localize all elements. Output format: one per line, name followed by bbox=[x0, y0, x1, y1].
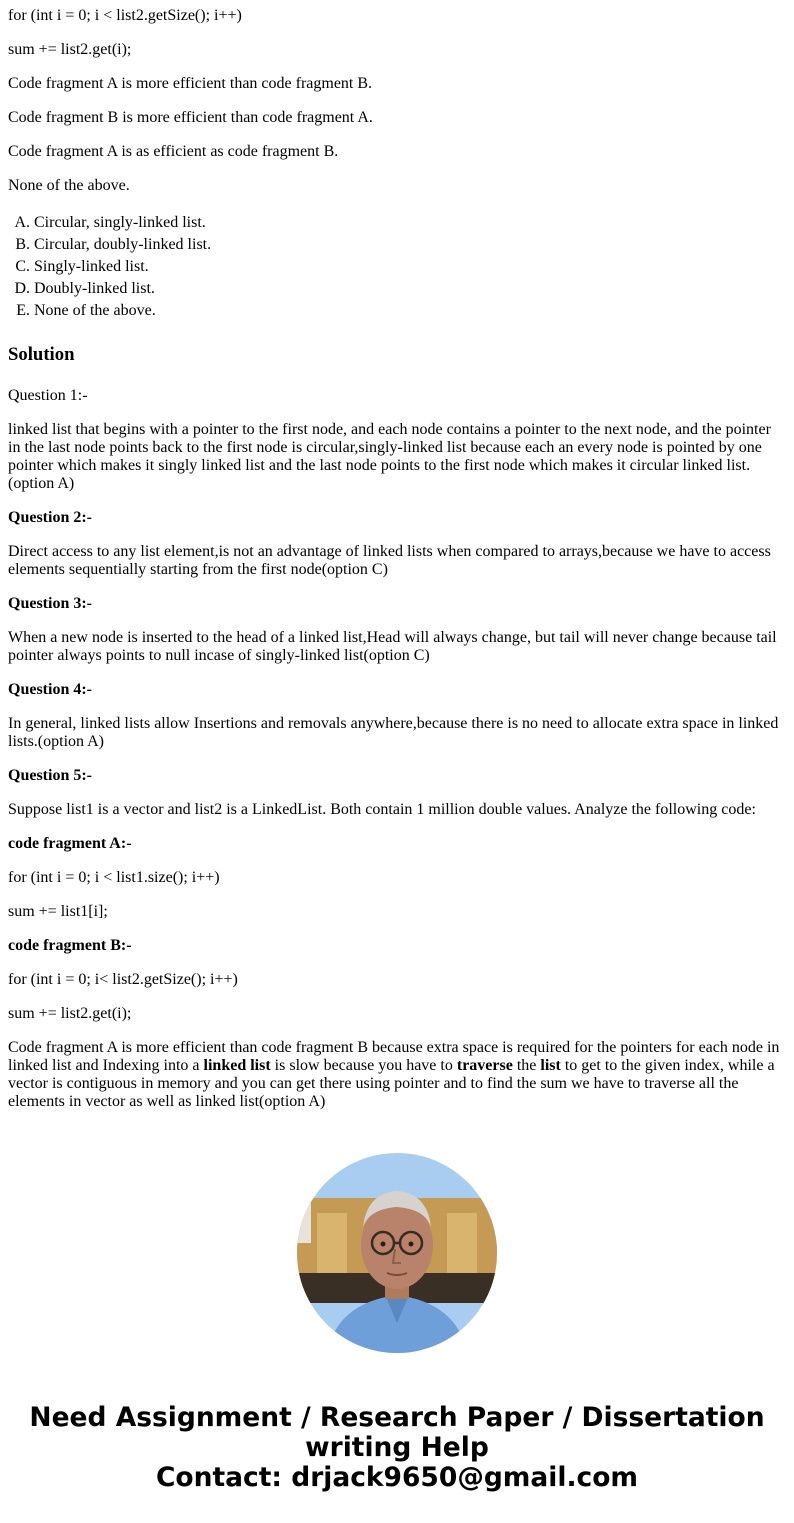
code-line: sum += list2.get(i); bbox=[8, 41, 132, 58]
question-label: Question 5:- bbox=[8, 767, 92, 784]
answer-text: Code fragment A is more efficient than code fragment B because extra space is required for the pointers for each node in linked list and Indexing into a linked list is slow because you have to traverse the list to get to the given index, while a vector is contiguous in memory and you can get there using pointer and to find the sum we have to traverse all the elements in vector as well as linked list(option A) bbox=[8, 1039, 780, 1110]
option-text: Doubly-linked list. bbox=[34, 280, 155, 297]
option-text: Circular, doubly-linked list. bbox=[34, 236, 212, 253]
code-line: sum += list1[i]; bbox=[8, 903, 108, 920]
choice-text: Code fragment A is as efficient as code fragment B. bbox=[8, 143, 339, 160]
list-item bbox=[8, 302, 786, 324]
document-body bbox=[8, 7, 786, 1127]
list-item bbox=[8, 214, 786, 236]
code-line: for (int i = 0; i< list2.getSize(); i++) bbox=[8, 971, 238, 988]
fragment-label: code fragment A:- bbox=[8, 835, 132, 852]
code-line: sum += list2.get(i); bbox=[8, 1005, 132, 1022]
portrait-illustration bbox=[297, 1153, 497, 1353]
contact-line: Contact: drjack9650@gmail.com bbox=[155, 1462, 639, 1493]
choice-text: None of the above. bbox=[8, 177, 130, 194]
option-marker: D. bbox=[14, 280, 30, 297]
list-item bbox=[8, 236, 786, 258]
code-line: for (int i = 0; i < list2.getSize(); i++) bbox=[8, 7, 242, 24]
option-text: None of the above. bbox=[34, 302, 156, 319]
code-line: for (int i = 0; i < list1.size(); i++) bbox=[8, 869, 220, 886]
option-text: Circular, singly-linked list. bbox=[34, 214, 206, 231]
options-list bbox=[8, 214, 786, 324]
solution-heading: Solution bbox=[8, 344, 75, 365]
avatar bbox=[297, 1153, 497, 1353]
question-label: Question 4:- bbox=[8, 681, 92, 698]
choice-text: Code fragment B is more efficient than code fragment A. bbox=[8, 109, 373, 126]
choice-text: Code fragment A is more efficient than code fragment B. bbox=[8, 75, 373, 92]
answer-text: Direct access to any list element,is not an advantage of linked lists when compared to arrays,because we have to access elements sequentially starting from the first node(option C) bbox=[8, 543, 771, 578]
question-label: Question 2:- bbox=[8, 509, 92, 526]
list-item bbox=[8, 258, 786, 280]
option-text: Singly-linked list. bbox=[34, 258, 149, 275]
option-marker: B. bbox=[15, 236, 30, 253]
promo-line: Need Assignment / Research Paper / Dissertation writing Help bbox=[29, 1402, 765, 1463]
question-label: Question 1:- bbox=[8, 387, 88, 404]
fragment-label: code fragment B:- bbox=[8, 937, 132, 954]
question-intro: Suppose list1 is a vector and list2 is a LinkedList. Both contain 1 million double values. Analyze the following code: bbox=[8, 801, 756, 818]
answer-text: linked list that begins with a pointer to the first node, and each node contains a pointer to the next node, and the pointer in the last node points back to the first node is circular,singly-linked list because each an every node is pointed by one pointer which makes it singly linked list and the last node points to the first node which makes it circular linked list.(option A) bbox=[8, 421, 771, 492]
answer-text: When a new node is inserted to the head of a linked list,Head will always change, but tail will never change because tail pointer always points to null incase of singly-linked list(option C) bbox=[8, 629, 777, 664]
question-label: Question 3:- bbox=[8, 595, 92, 612]
answer-text: In general, linked lists allow Insertions and removals anywhere,because there is no need to allocate extra space in linked lists.(option A) bbox=[8, 715, 779, 750]
option-marker: E. bbox=[16, 302, 30, 319]
list-item bbox=[8, 280, 786, 302]
option-marker: A. bbox=[14, 214, 30, 231]
promo-footer bbox=[0, 1403, 794, 1493]
option-marker: C. bbox=[15, 258, 30, 275]
